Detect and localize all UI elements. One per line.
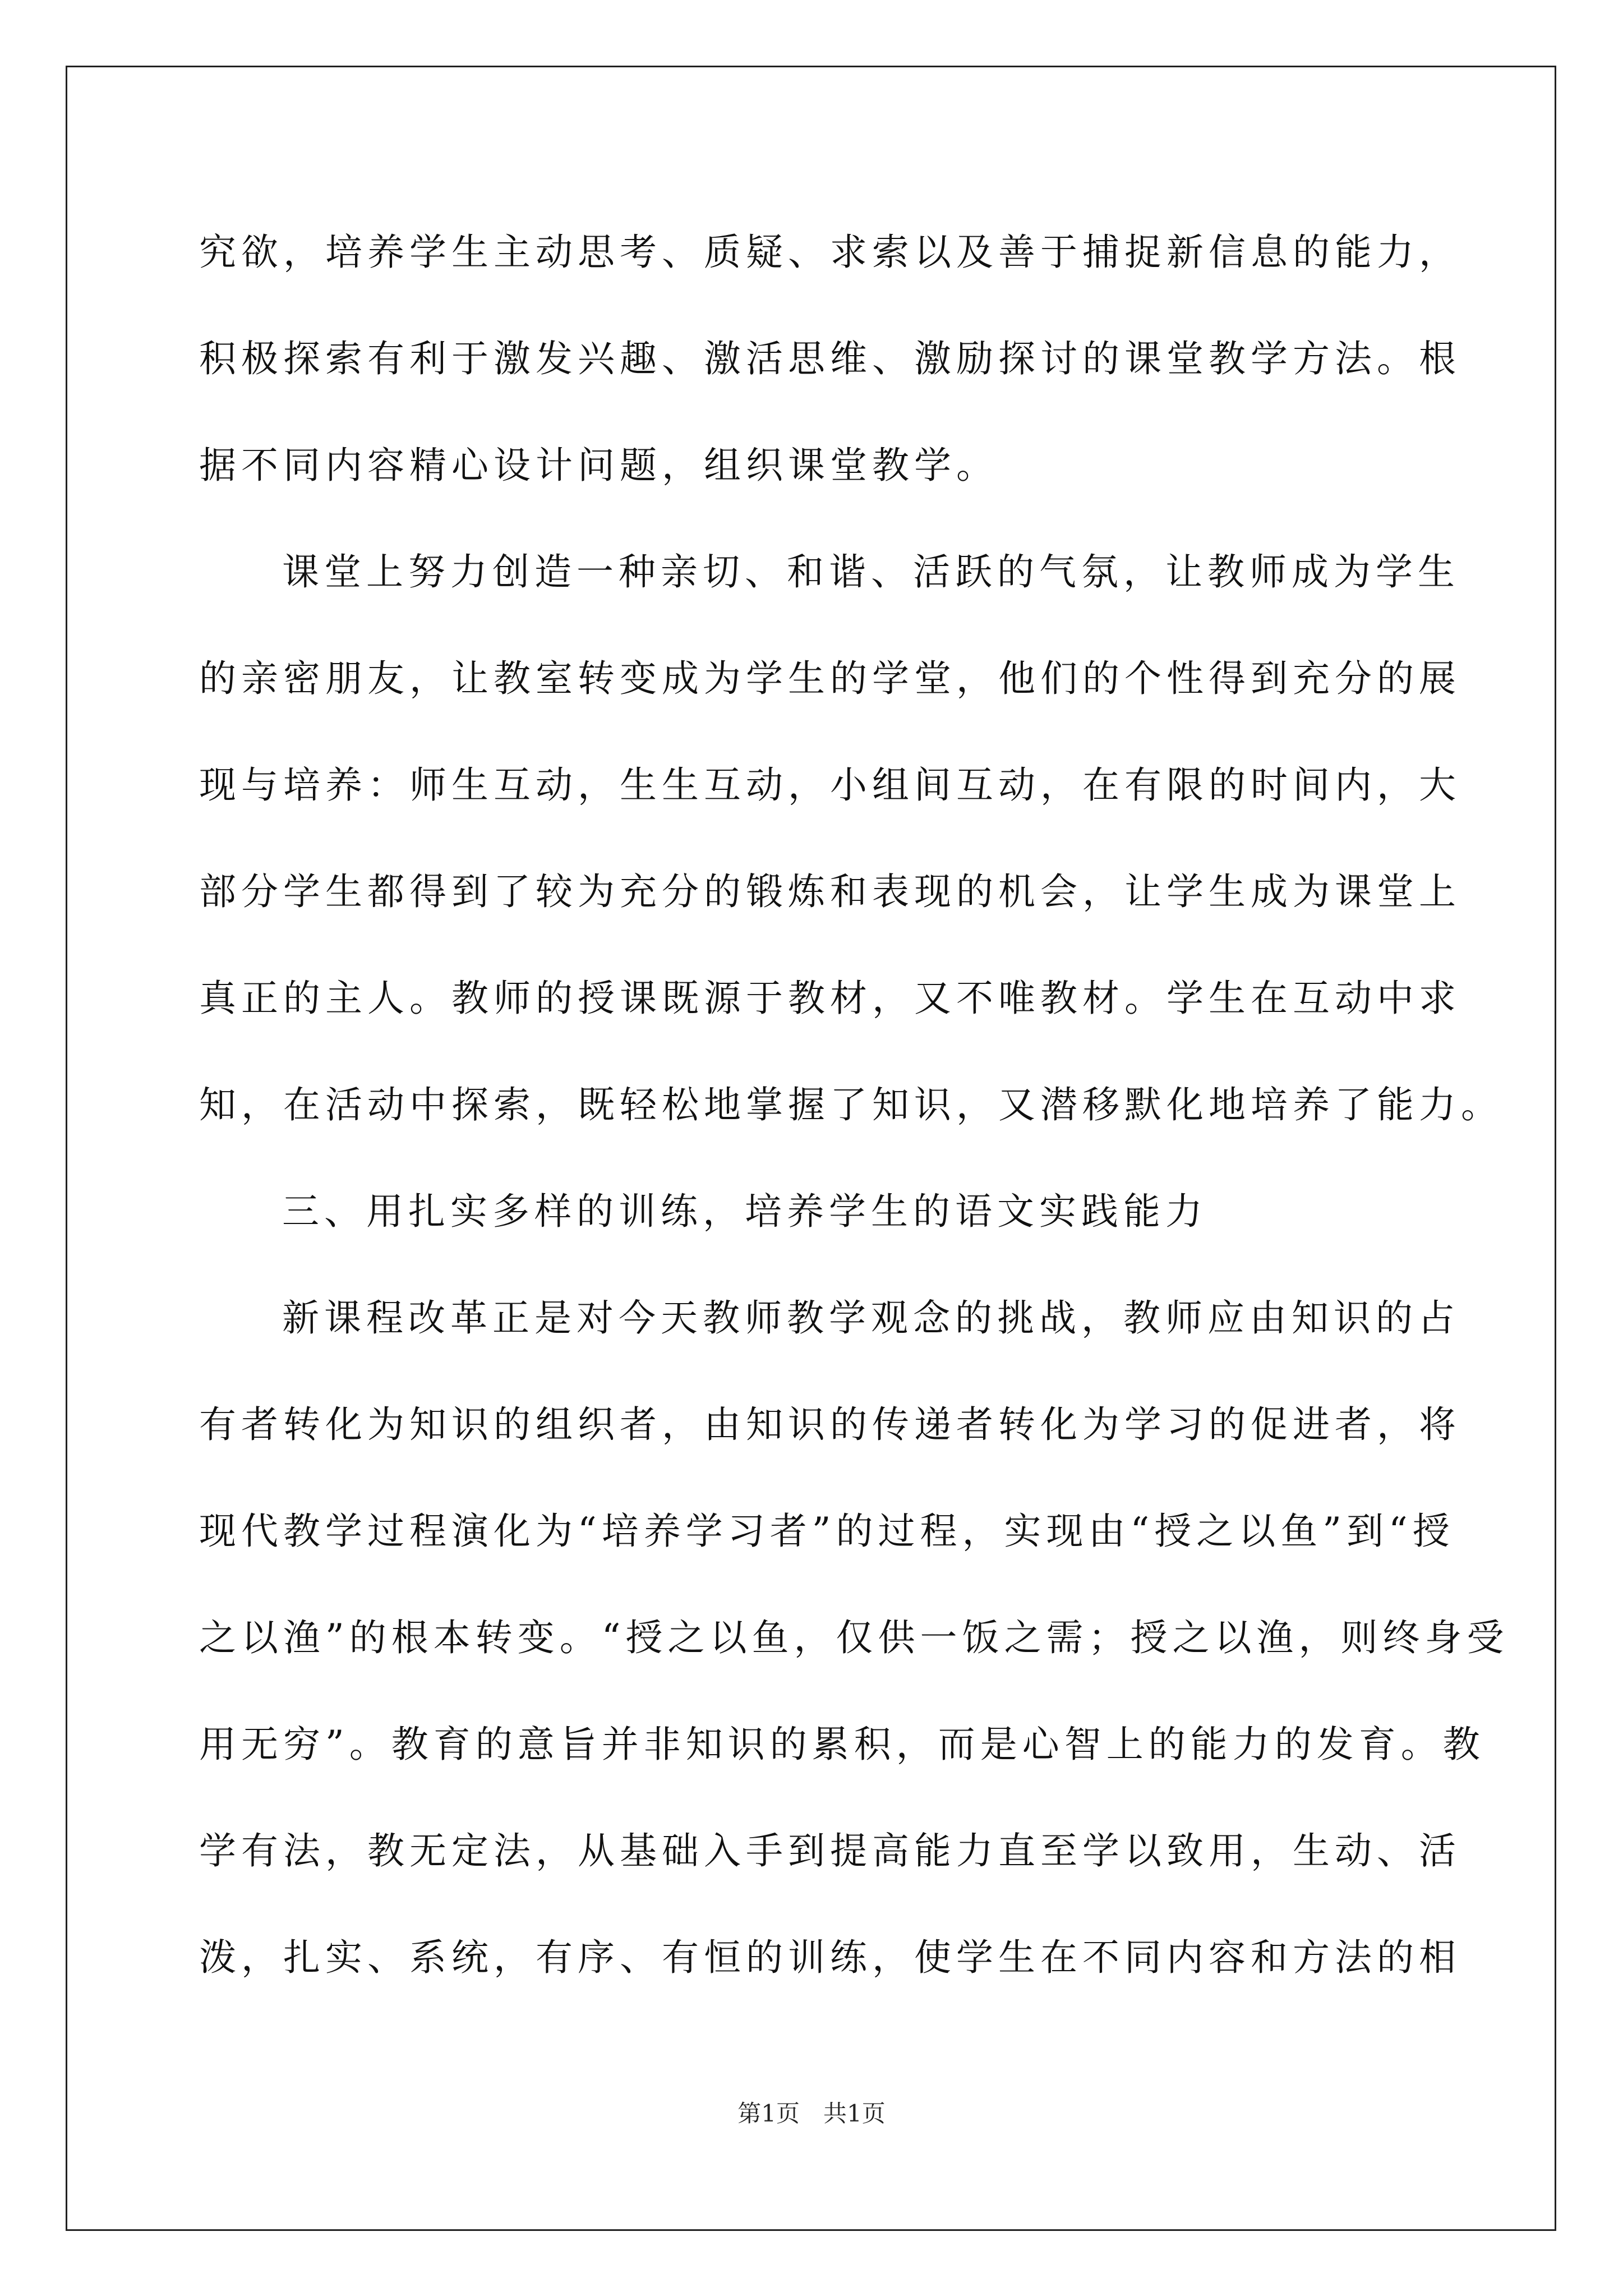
section-heading: 三、用扎实多样的训练，培养学生的语文实践能力 — [282, 1190, 1207, 1233]
text-line: 积极探索有利于激发兴趣、激活思维、激励探讨的课堂教学方法。根 — [199, 337, 1461, 380]
text-line: 真正的主人。教师的授课既源于教材，又不唯教材。学生在互动中求 — [199, 977, 1461, 1020]
text-line: 课堂上努力创造一种亲切、和谐、活跃的气氛，让教师成为学生 — [282, 550, 1460, 593]
text-line: 的亲密朋友，让教室转变成为学生的学堂，他们的个性得到充分的展 — [199, 657, 1461, 700]
text-line: 究欲，培养学生主动思考、质疑、求索以及善于捕捉新信息的能力， — [199, 231, 1461, 274]
text-line: 现与培养：师生互动，生生互动，小组间互动，在有限的时间内，大 — [199, 763, 1461, 807]
text-line: 据不同内容精心设计问题，组织课堂教学。 — [199, 444, 998, 487]
text-line: 有者转化为知识的组织者，由知识的传递者转化为学习的促进者，将 — [199, 1403, 1461, 1446]
text-line: 用无穷”。教育的意旨并非知识的累积，而是心智上的能力的发育。教 — [199, 1723, 1485, 1766]
text-line: 知，在活动中探索，既轻松地掌握了知识，又潜移默化地培养了能力。 — [199, 1083, 1503, 1126]
text-line: 泼，扎实、系统，有序、有恒的训练，使学生在不同内容和方法的相 — [199, 1936, 1461, 1979]
text-line: 新课程改革正是对今天教师教学观念的挑战，教师应由知识的占 — [282, 1296, 1460, 1340]
text-line: 学有法，教无定法，从基础入手到提高能力直至学以致用，生动、活 — [199, 1829, 1461, 1872]
text-line: 之以渔”的根本转变。“授之以鱼，仅供一饭之需；授之以渔，则终身受 — [199, 1616, 1509, 1659]
page-number-footer: 第1页 共1页 — [737, 2100, 886, 2127]
document-body — [199, 199, 1509, 2011]
text-line: 部分学生都得到了较为充分的锻炼和表现的机会，让学生成为课堂上 — [199, 870, 1461, 913]
text-line: 现代教学过程演化为“培养学习者”的过程，实现由“授之以鱼”到“授 — [199, 1510, 1455, 1553]
